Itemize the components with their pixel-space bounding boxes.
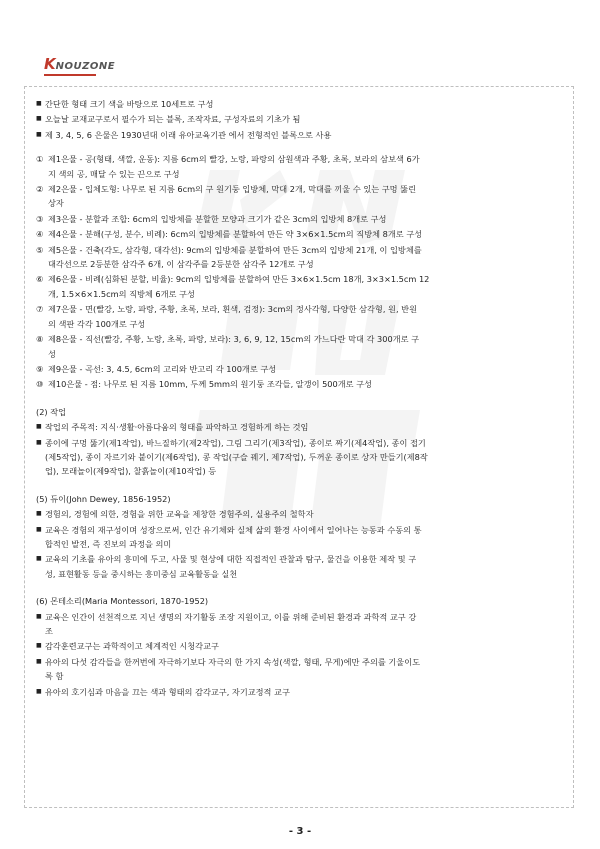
page-content [36,97,566,700]
text-line: 교육의 기초를 유아의 흥미에 두고, 사물 및 현상에 대한 직접적인 관찰과 탐구, 물건을 이용한 제작 및 구 [45,554,417,565]
montessori-bullet [36,610,566,639]
text-line: 제7은물 - 면(빨강, 노랑, 파랑, 주황, 초록, 보라, 흰색, 검정): 3cm의 정사각형, 다양한 삼각형, 원, 반원 [48,304,417,315]
page-number: - 3 - [288,826,312,837]
dewey-heading: (5) 듀이(John Dewey, 1856-1952) [36,493,171,504]
item-number: ⑨ [36,363,44,374]
intro-bullet [36,112,566,126]
montessori-bullet [36,639,566,653]
montessori-bullets [36,610,566,699]
item-number: ② [36,184,44,195]
text-line: 제10은물 - 점: 나무로 된 지름 10mm, 두께 5mm의 원기둥 조각들, 알갱이 500개로 구성 [48,379,372,390]
item-number: ⑤ [36,244,44,255]
text-line: 유아의 다섯 감각들을 한꺼번에 자극하기보다 자극의 한 가지 속성(색깔, 형태, 무게)에만 주의를 기울이도 [45,656,421,667]
gift-item [36,302,566,331]
gift-item [36,243,566,272]
item-number: ① [36,154,44,165]
text-line: 성 [48,348,56,359]
intro-section [36,97,566,142]
work-bullets [36,420,566,479]
montessori-bullet [36,655,566,684]
text-line: 대각선으로 2등분한 삼각주 6개, 이 삼각주를 2등분한 삼각주 12개로 구성 [48,259,314,270]
text-line: 간단한 형태 크기 색을 바탕으로 10세트로 구성 [45,99,214,109]
text-line: 제 3, 4, 5, 6 은물은 1930년대 이래 유아교육기관 에서 전형적인 블록으로 사용 [45,129,332,140]
text-line: 업), 모래놀이(제9작업), 찰흙놀이(제10작업) 등 [45,466,217,477]
text-line: 성, 표현활동 등을 중시하는 흥미중심 교육활동을 실천 [45,568,238,579]
text-line: 합적인 발전, 즉 진보의 과정을 의미 [45,538,172,549]
bullet-icon: ■ [36,657,42,665]
bullet-icon: ■ [36,525,42,533]
text-line: 종이에 구멍 뚫기(제1작업), 바느질하기(제2작업), 그림 그리기(제3작업), 종이로 짜기(제4작업), 종이 접기 [45,437,426,448]
item-number: ④ [36,229,44,240]
gift-item [36,272,566,301]
gift-item [36,377,566,391]
bullet-icon: ■ [36,687,42,695]
logo-underline [44,74,96,76]
gift-item [36,332,566,361]
bullet-icon: ■ [36,130,42,138]
bullet-icon: ■ [36,115,42,123]
text-line: 교육은 경험의 재구성이며 성장으로써, 인간 유기체와 실체 삶의 환경 사이에서 일어나는 능동과 수동의 통 [45,524,422,535]
dewey-bullet [36,552,566,581]
intro-bullet [36,128,566,142]
text-line: (제5작업), 종이 자르기와 붙이기(제6작업), 콩 작업(구슬 꿰기, 제7작업), 두꺼운 종이로 상자 만들기(제8작 [45,451,428,462]
text-line: 경험의, 경험에 의한, 경험을 위한 교육을 제창한 경험주의, 실용주의 철학자 [45,509,314,520]
bullet-icon: ■ [36,612,42,620]
gift-item [36,212,566,226]
work-bullet [36,420,566,434]
text-line: 제6은물 - 비례(심화된 분할, 비율): 9cm의 입방체를 분할하여 만든 3×6×1.5cm 18개, 3×3×1.5cm 12 [48,274,430,285]
text-line: 감각훈련교구는 과학적이고 체계적인 시청각교구 [45,641,219,652]
bullet-icon: ■ [36,642,42,650]
gift-item [36,152,566,181]
text-line: 제2은물 - 입체도형: 나무로 된 지름 6cm의 구 원기둥 입방체, 막대 2개, 막대를 끼울 수 있는 구멍 뚫린 [48,184,416,195]
logo-text: NOUZONE [55,61,116,72]
gift-item [36,182,566,211]
bullet-icon: ■ [36,555,42,563]
montessori-heading: (6) 몬테소리(Maria Montessori, 1870-1952) [36,596,209,607]
intro-bullet [36,97,566,111]
text-line: 지 색의 공, 매달 수 있는 끈으로 구성 [48,168,180,179]
item-number: ⑧ [36,334,44,345]
text-line: 제9은물 - 곡선: 3, 4.5, 6cm의 고리와 반고리 각 100개로 구성 [48,363,277,374]
text-line: 제5은물 - 건축(각도, 삼각형, 대각선): 9cm의 입방체를 분할하여 만든 3cm의 입방체 21개, 이 입방체를 [48,244,422,255]
text-line: 제3은물 - 분할과 조합: 6cm의 입방체를 분할한 모양과 크기가 같은 3cm의 입방체 8개로 구성 [48,213,387,224]
text-line: 록 함 [45,671,64,682]
bullet-icon: ■ [36,438,42,446]
text-line: 의 색판 각각 100개로 구성 [48,318,146,329]
text-line: 교육은 인간이 선천적으로 지닌 생명의 자기활동 조장 지원이고, 이를 위해 준비된 환경과 과학적 교구 강 [45,611,417,622]
text-line: 제1은물 - 공(형태, 색깔, 운동): 지름 6cm의 빨강, 노랑, 파랑의 삼원색과 주황, 초록, 보라의 삼보색 6가 [48,154,420,165]
text-line: 유아의 호기심과 마음을 끄는 색과 형태의 감각교구, 자기교정적 교구 [45,686,290,697]
logo-k: K [44,55,56,73]
gifts-list [36,152,566,392]
work-heading: (2) 작업 [36,406,67,417]
gift-item [36,227,566,241]
work-bullet [36,436,566,479]
item-number: ⑦ [36,304,44,315]
gift-item [36,362,566,376]
text-line: 상자 [48,198,64,209]
text-line: 오늘날 교재교구로서 필수가 되는 블록, 조작자료, 구성자료의 기초가 됨 [45,114,301,125]
text-line: 제4은물 - 분해(구성, 분수, 비례): 6cm의 입방체를 분할하여 만든 약 3×6×1.5cm의 직방체 8개로 구성 [48,229,423,240]
dewey-bullet [36,523,566,552]
montessori-bullet [36,685,566,699]
text-line: 제8은물 - 직선(빨강, 주황, 노랑, 초록, 파랑, 보라): 3, 6, 9, 12, 15cm의 가느다란 막대 각 300개로 구 [48,334,420,345]
item-number: ⑥ [36,274,44,285]
knouzone-logo [44,54,116,73]
text-line: 조 [45,626,53,636]
item-number: ⑩ [36,379,44,390]
bullet-icon: ■ [36,100,42,107]
text-line: 작업의 주목적: 지식·생활·아름다움의 형태를 파악하고 경험하게 하는 것임 [45,422,309,433]
dewey-bullet [36,507,566,521]
text-line: 개, 1.5×6×1.5cm의 직방체 6개로 구성 [48,288,195,299]
bullet-icon: ■ [36,423,42,431]
dewey-bullets [36,507,566,581]
item-number: ③ [36,213,44,224]
bullet-icon: ■ [36,510,42,518]
